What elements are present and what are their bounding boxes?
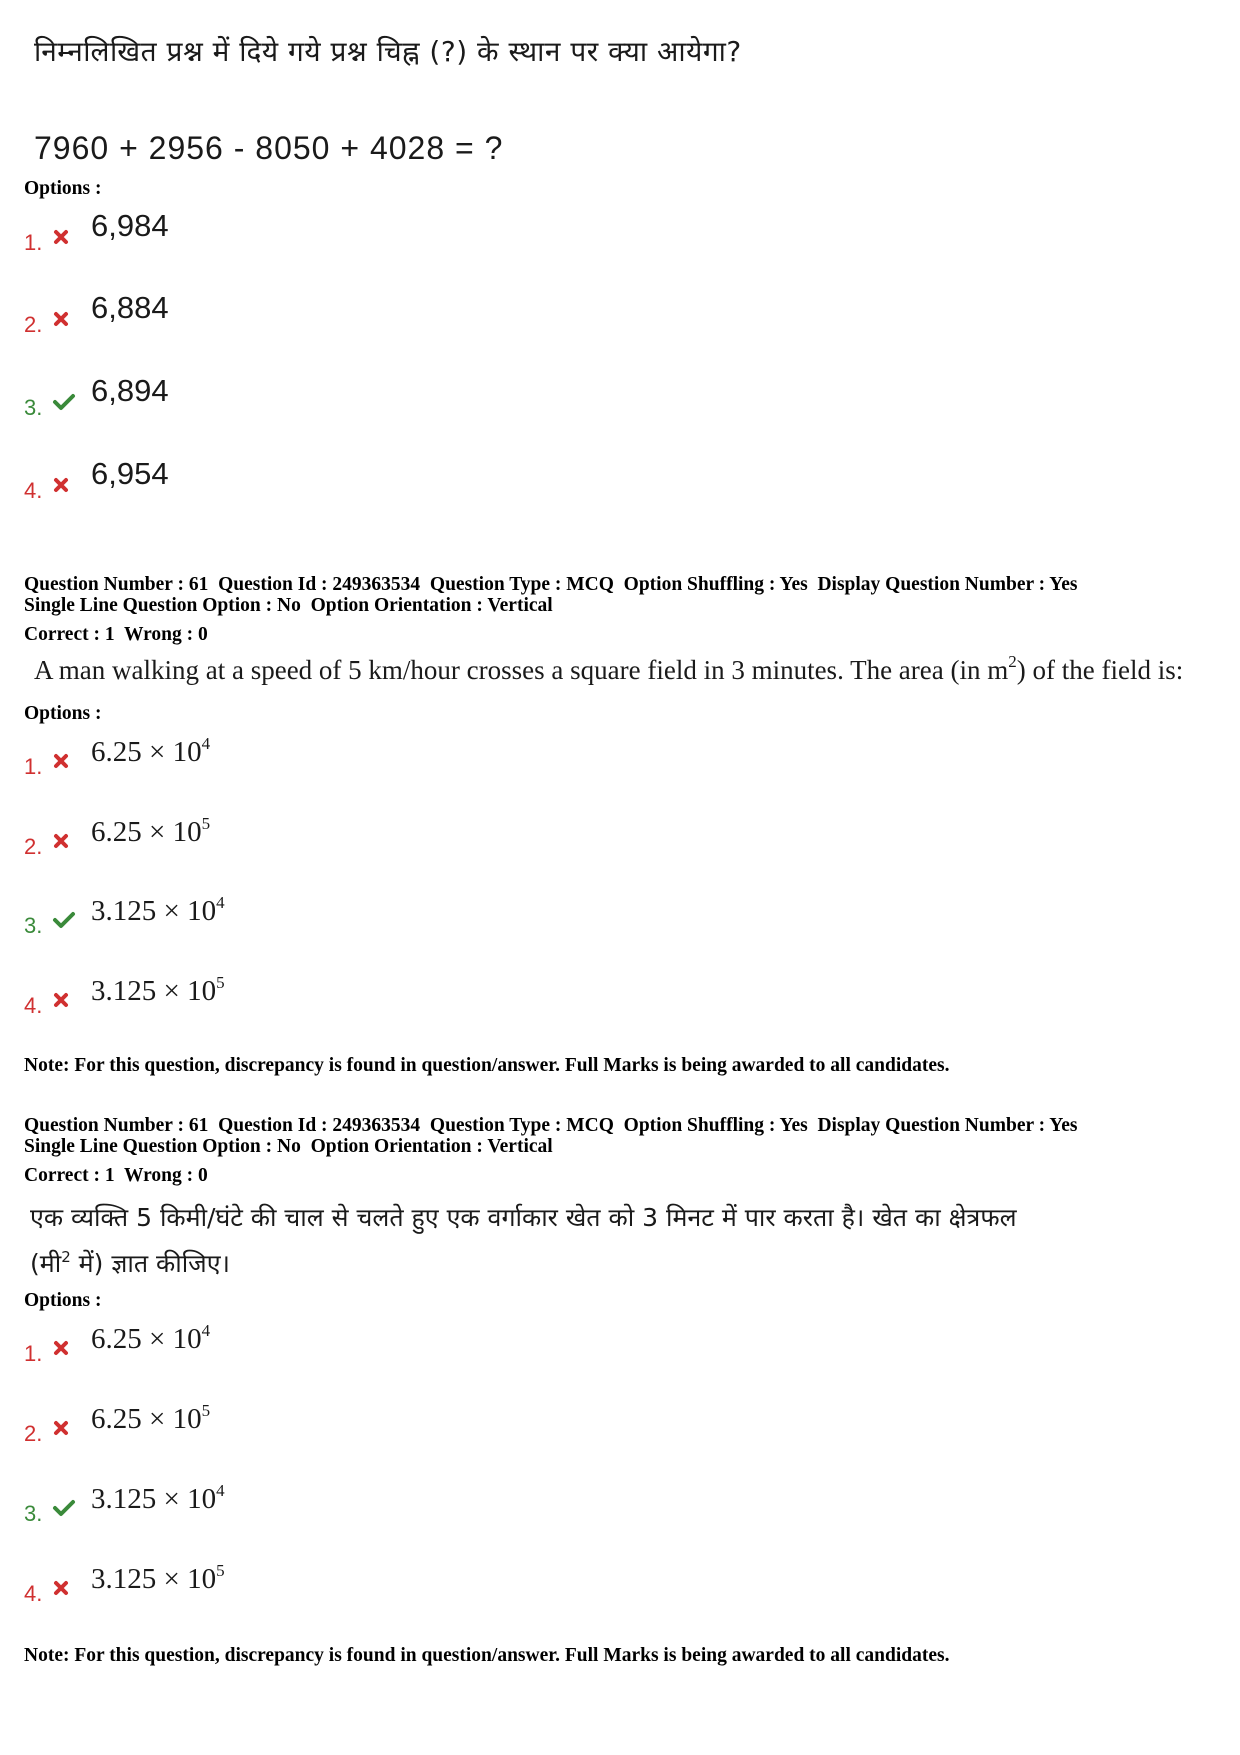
cross-icon <box>52 832 70 850</box>
question-meta-line-1: Question Number : 61 Question Id : 249363534 Question Type : MCQ Option Shuffling : Yes Display Question Number : Yes <box>24 574 1078 595</box>
question-meta-line-2: Single Line Question Option : No Option Orientation : Vertical <box>24 1136 553 1157</box>
cross-icon <box>52 752 70 770</box>
check-icon <box>52 1499 76 1517</box>
discrepancy-note: Note: For this question, discrepancy is found in question/answer. Full Marks is being awarded to all candidates. <box>24 1645 950 1666</box>
option-value: 6,884 <box>91 290 169 325</box>
option-value: $6.25 \times 10^4$ <box>91 1321 211 1355</box>
option-value: $6.25 \times 10^4$ <box>91 734 211 768</box>
option-value: $6.25 \times 10^5$ <box>91 1401 211 1435</box>
cross-icon <box>52 1579 70 1597</box>
option-number: 3. <box>24 1501 43 1526</box>
option-number: 2. <box>24 1421 43 1446</box>
option-value: $3.125 \times 10^4$ <box>91 1481 225 1515</box>
question-text-hindi: एक व्यक्ति 5 किमी/घंटे की चाल से चलते हुए एक वर्गाकार खेत को 3 मिनट में पार करता है। खेत का क्षेत्रफल (मी$^2$ में) ज्ञात कीजिए। <box>30 1203 1017 1278</box>
option-number: 3. <box>24 395 43 420</box>
question-marks: Correct : 1 Wrong : 0 <box>24 624 208 645</box>
question-text-english: A man walking at a speed of 5 km/hour crosses a square field in 3 minutes. The area (in $m^2$) of the field is: <box>34 652 1184 685</box>
option-number: 4. <box>24 478 43 503</box>
option-number: 1. <box>24 1341 43 1366</box>
cross-icon <box>52 310 70 328</box>
option-value: $3.125 \times 10^5$ <box>91 1561 225 1595</box>
options-label: Options : <box>24 703 102 724</box>
cross-icon <box>52 991 70 1009</box>
option-value: $3.125 \times 10^5$ <box>91 973 225 1007</box>
options-label: Options : <box>24 178 102 199</box>
cross-icon <box>52 228 70 246</box>
option-number: 4. <box>24 993 43 1018</box>
cross-icon <box>52 1419 70 1437</box>
option-number: 1. <box>24 754 43 779</box>
option-number: 3. <box>24 913 43 938</box>
option-number: 2. <box>24 834 43 859</box>
question-text-hindi: निम्नलिखित प्रश्न में दिये गये प्रश्न चिह्न (?) के स्थान पर क्या आयेगा? <box>34 35 742 68</box>
question-marks: Correct : 1 Wrong : 0 <box>24 1165 208 1186</box>
question-meta-line-2: Single Line Question Option : No Option Orientation : Vertical <box>24 595 553 616</box>
option-value: 6,894 <box>91 373 169 408</box>
cross-icon <box>52 1339 70 1357</box>
option-number: 2. <box>24 312 43 337</box>
option-value: $3.125 \times 10^4$ <box>91 893 225 927</box>
question-meta-line-1: Question Number : 61 Question Id : 249363534 Question Type : MCQ Option Shuffling : Yes Display Question Number : Yes <box>24 1115 1078 1136</box>
option-number: 4. <box>24 1581 43 1606</box>
option-value: 6,954 <box>91 456 169 491</box>
option-value: 6,984 <box>91 208 169 243</box>
options-label: Options : <box>24 1290 102 1311</box>
option-number: 1. <box>24 230 43 255</box>
option-value: $6.25 \times 10^5$ <box>91 814 211 848</box>
cross-icon <box>52 476 70 494</box>
check-icon <box>52 393 76 411</box>
question-expression: 7960 + 2956 - 8050 + 4028 = ? <box>34 130 504 166</box>
check-icon <box>52 911 76 929</box>
discrepancy-note: Note: For this question, discrepancy is found in question/answer. Full Marks is being awarded to all candidates. <box>24 1055 950 1076</box>
